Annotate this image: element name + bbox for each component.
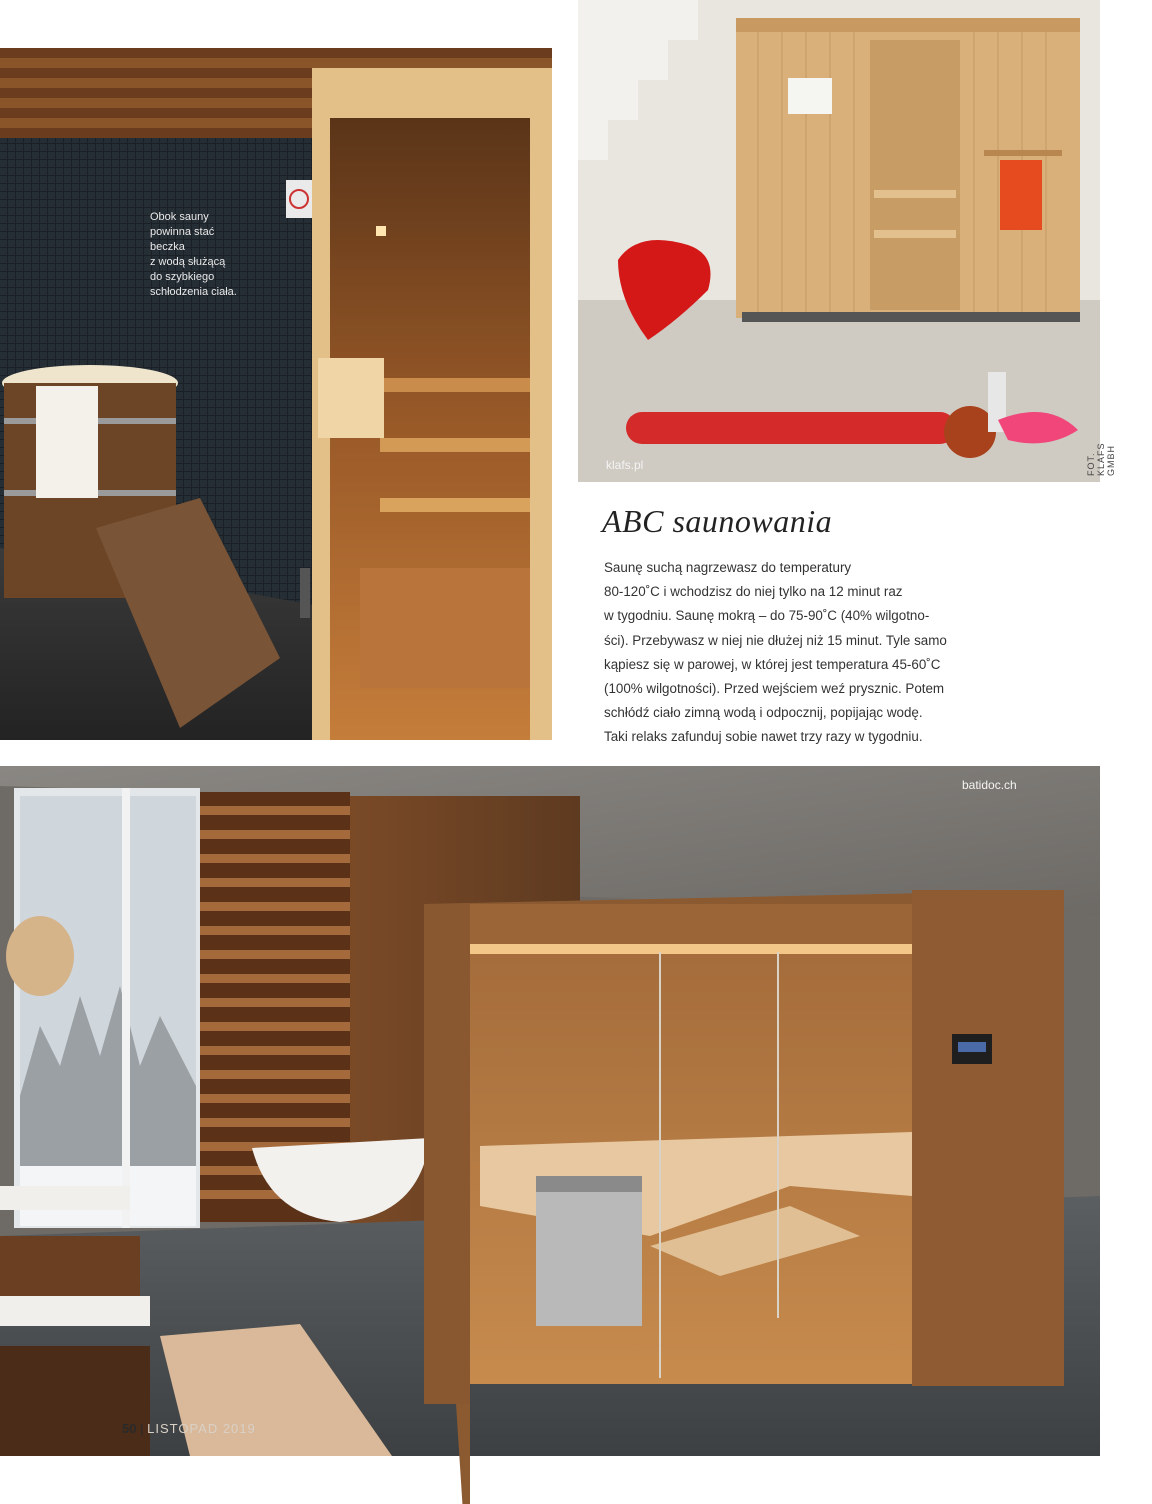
- photo-credit-label: FOT. KLAFS GMBH: [1086, 442, 1116, 476]
- article-line: kąpiesz się w parowej, w której jest temperatura 45-60˚C: [604, 656, 941, 672]
- article-line: ści). Przebywasz w niej nie dłużej niż 15 minut. Tyle samo: [604, 632, 947, 648]
- photo-sauna-cabin: [578, 0, 1116, 482]
- article-line: w tygodniu. Saunę mokrą – do 75-90˚C (40% wilgotno-: [604, 608, 930, 624]
- caption-line: beczka: [150, 241, 185, 253]
- article-title: ABC saunowania: [602, 503, 833, 539]
- article-line: Taki relaks zafunduj sobie nawet trzy razy w tygodniu.: [604, 729, 923, 745]
- caption-line: schłodzenia ciała.: [150, 286, 237, 298]
- photo-source-label: batidoc.ch: [962, 778, 1017, 792]
- photo-caption: [150, 210, 260, 300]
- page-number: 50: [122, 1421, 137, 1436]
- article-line: Saunę suchą nagrzewasz do temperatury: [604, 560, 852, 575]
- caption-line: z wodą służącą: [150, 256, 226, 268]
- article-body: [604, 556, 1034, 750]
- caption-line: do szybkiego: [150, 271, 215, 283]
- article-line: (100% wilgotności). Przed wejściem weź prysznic. Potem: [604, 681, 945, 697]
- photo-sauna-barrel: [0, 48, 552, 740]
- photo-rustic-sauna: [0, 766, 1100, 1456]
- issue-label: LISTOPAD 2019: [147, 1421, 256, 1436]
- article-line: 80-120˚C i wchodzisz do niej tylko na 12 minut raz: [604, 584, 903, 600]
- caption-line: Obok sauny: [150, 211, 209, 223]
- article-line: schłódź ciało zimną wodą i odpocznij, popijając wodę.: [604, 705, 923, 721]
- caption-line: powinna stać: [150, 226, 215, 238]
- photo-source-label: klafs.pl: [606, 458, 644, 472]
- page-folio: [122, 1421, 256, 1436]
- photo-sauna-cabin-image: [578, 0, 1100, 482]
- folio-separator: |: [140, 1421, 144, 1436]
- photo-rustic-sauna-image: [0, 766, 1100, 1456]
- photo-sauna-barrel-image: [0, 48, 552, 740]
